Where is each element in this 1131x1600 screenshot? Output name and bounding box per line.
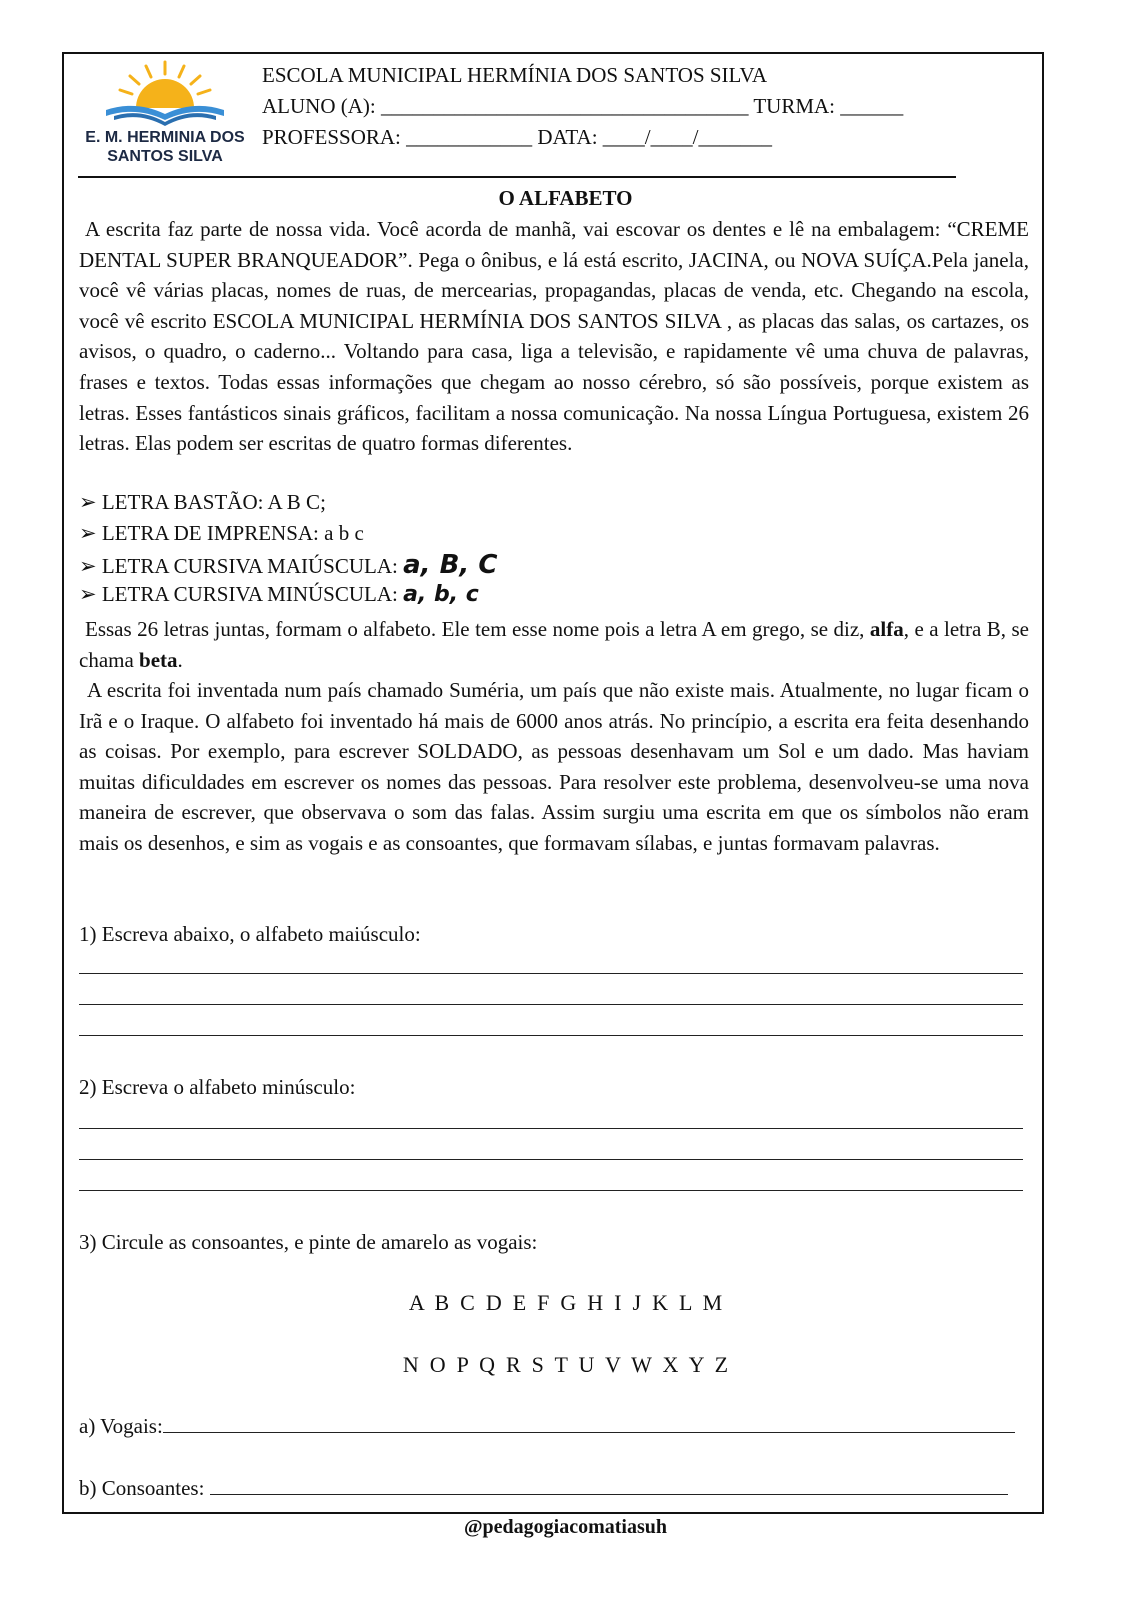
answer-line[interactable] (79, 1128, 1023, 1129)
answer-line[interactable] (79, 1035, 1023, 1036)
answer-line[interactable] (79, 1159, 1023, 1160)
answer-line[interactable] (79, 1190, 1023, 1191)
question-2: 2) Escreva o alfabeto minúsculo: (79, 1075, 356, 1099)
vowels-answer (79, 1414, 1015, 1439)
teacher-date-field[interactable]: PROFESSORA: ____________ DATA: ____/____/_______ (262, 125, 772, 149)
cursive-lowercase-example: a, b, c (403, 582, 479, 607)
bullet-marker: ➢ (79, 521, 97, 545)
consonants-answer-line[interactable] (210, 1493, 1008, 1495)
bullet-marker: ➢ (79, 582, 97, 606)
answer-line[interactable] (79, 1004, 1023, 1005)
logo-line-1: E. M. HERMINIA DOS (85, 129, 245, 146)
student-field[interactable]: ALUNO (A): ___________________________________ TURMA: ______ (262, 94, 904, 118)
footer-handle: @pedagogiacomatiasuh (463, 1516, 668, 1538)
question-1: 1) Escreva abaixo, o alfabeto maiúsculo: (79, 922, 421, 946)
letters-row-1[interactable]: A B C D E F G H I J K L M (408, 1290, 723, 1315)
bullet-marker: ➢ (79, 490, 97, 514)
vowels-label: a) Vogais: (79, 1414, 163, 1438)
consonants-answer (79, 1476, 1008, 1501)
bullet-label: LETRA DE IMPRENSA: a b c (101, 521, 364, 545)
history-paragraph: A escrita foi inventada num país chamado Suméria, um país que não existe mais. Atualmente, no lugar ficam o Irã e o Iraque. O alfabeto foi inventado há mais de 6000 anos atrás. No princípio, a escrita era feita desenhando as coisas. Por exemplo, para escrever SOLDADO, as pessoas desenhavam um Sol e um dado. Mas haviam muitas dificuldades em escrever os nomes das pessoas. Para resolver este problema, desenvolveu-se uma nova maneira de escrever, que observava o som das falas. Assim surgiu uma escrita em que os símbolos não eram mais os desenhos, e sim as vogais e as consoantes, que formavam sílabas, e juntas formavam palavras. (79, 678, 1029, 855)
answer-line[interactable] (79, 973, 1023, 974)
bullet-label: LETRA CURSIVA MINÚSCULA: (101, 582, 398, 606)
paragraph2-text: . (177, 647, 183, 672)
letters-row-2[interactable]: N O P Q R S T U V W X Y Z (402, 1352, 729, 1377)
word-beta: beta (139, 647, 178, 672)
paragraph2-text: Essas 26 letras juntas, formam o alfabeto. Ele tem esse nome pois a letra A em grego, se diz, (85, 617, 870, 641)
sun-book-icon (76, 56, 254, 128)
school-logo (76, 56, 254, 172)
header-divider (78, 176, 956, 178)
bullet-label: LETRA CURSIVA MAIÚSCULA: (101, 554, 398, 578)
question-3: 3) Circule as consoantes, e pinte de amarelo as vogais: (79, 1230, 538, 1254)
page-title: O ALFABETO (498, 186, 633, 210)
logo-line-2: SANTOS SILVA (107, 148, 223, 165)
intro-paragraph: A escrita faz parte de nossa vida. Você acorda de manhã, vai escovar os dentes e lê na embalagem: “CREME DENTAL SUPER BRANQUEADOR”. Pega o ônibus, e lá está escrito, JACINA, ou NOVA SUÍÇA.Pela janela, você vê várias placas, nomes de ruas, de mercearias, propagandas, placas de venda, etc. Chegando na escola, você vê escrito ESCOLA MUNICIPAL HERMÍNIA DOS SANTOS SILVA , as placas das salas, os cartazes, os avisos, o quadro, o caderno... Voltando para casa, liga a televisão, e rapidamente vê uma chuva de palavras, frases e textos. Todas essas informações que chegam ao nosso cérebro, só são possíveis, porque existem as letras. Esses fantásticos sinais gráficos, facilitam a nossa comunicação. Na nossa Língua Portuguesa, existem 26 letras. Elas podem ser escritas de quatro formas diferentes. (79, 217, 1029, 456)
word-alfa: alfa (869, 617, 904, 641)
alphabet-name-paragraph (79, 614, 1029, 675)
school-name: ESCOLA MUNICIPAL HERMÍNIA DOS SANTOS SILVA (262, 63, 768, 87)
bullet-cursiva-maiuscula (79, 550, 497, 580)
bullet-letra-bastao (79, 490, 326, 515)
bullet-letra-imprensa (79, 521, 364, 546)
cursive-uppercase-example: a, B, C (403, 550, 498, 580)
bullet-marker: ➢ (79, 554, 97, 578)
bullet-cursiva-minuscula (79, 582, 479, 607)
bullet-label: LETRA BASTÃO: A B C; (101, 490, 326, 514)
vowels-answer-line[interactable] (163, 1431, 1015, 1433)
consonants-label: b) Consoantes: (79, 1476, 205, 1500)
paragraph2-text: , e a letra B, se chama (79, 617, 1029, 672)
